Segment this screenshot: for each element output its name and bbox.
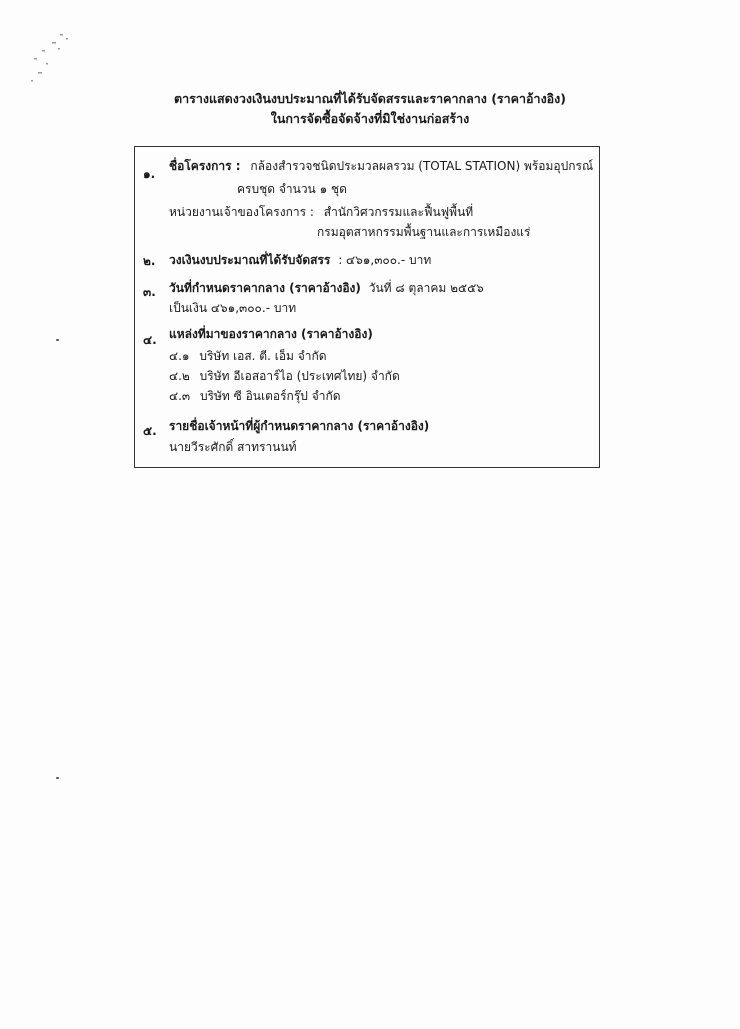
item-number: ๕. [143,424,157,438]
project-value-cont: ครบชุด จำนวน ๑ ชุด [237,182,347,196]
price-source-label: แหล่งที่มาของราคากลาง (ราคาอ้างอิง) [169,327,373,341]
price-source-item [169,387,341,405]
scan-speck [56,777,59,779]
price-date-value: วันที่ ๘ ตุลาคม ๒๕๕๖ [368,281,484,295]
page-subtitle: ในการจัดซื้อจัดจ้างที่มิใช่งานก่อสร้าง [270,111,470,126]
officer-label: รายชื่อเจ้าหน้าที่ผู้กำหนดราคากลาง (ราคาอ้างอิง) [169,419,430,433]
project-name-row [169,157,593,175]
budget-row [169,251,431,269]
price-amount: เป็นเงิน ๔๖๑,๓๐๐.- บาท [169,301,297,315]
page-title: ตารางแสดงวงเงินงบประมาณที่ได้รับจัดสรรและราคากลาง (ราคาอ้างอิง) [174,91,566,106]
agency-label: หน่วยงานเจ้าของโครงการ : [169,205,314,219]
agency-row [169,203,473,221]
summary-box [134,146,600,468]
price-source-item [169,367,400,385]
price-source-text: บริษัท ซี อินเตอร์กรุ๊ป จำกัด [199,389,341,403]
price-source-no: ๔.๑ [169,349,190,363]
budget-value: : ๔๖๑,๓๐๐.- บาท [338,253,432,267]
item-number: ๑. [143,167,156,181]
agency-value-cont: กรมอุตสาหกรรมพื้นฐานและการเหมืองแร่ [317,225,531,239]
item-number: ๒. [143,254,156,268]
scan-mark [28,30,78,90]
price-source-item [169,347,327,365]
item-number: ๓. [143,285,156,299]
project-label: ชื่อโครงการ : [169,159,241,173]
price-source-text: บริษัท เอส. ตี. เอ็ม จำกัด [199,349,327,363]
price-date-row [169,279,484,297]
price-date-label: วันที่กำหนดราคากลาง (ราคาอ้างอิง) [169,281,361,295]
project-value: กล้องสำรวจชนิดประมวลผลรวม (TOTAL STATION) พร้อมอุปกรณ์ [250,159,594,173]
budget-label: วงเงินงบประมาณที่ได้รับจัดสรร [169,253,331,267]
price-source-no: ๔.๒ [169,369,190,383]
officer-name: นายวีระศักดิ์ สาทรานนท์ [169,440,297,454]
scan-speck [56,339,59,341]
price-source-no: ๔.๓ [169,389,191,403]
item-number: ๔. [143,333,157,347]
price-source-text: บริษัท อีเอสอาร์ไอ (ประเทศไทย) จำกัด [199,369,400,383]
agency-value: สำนักวิศวกรรมและฟื้นฟูพื้นที่ [323,205,474,219]
